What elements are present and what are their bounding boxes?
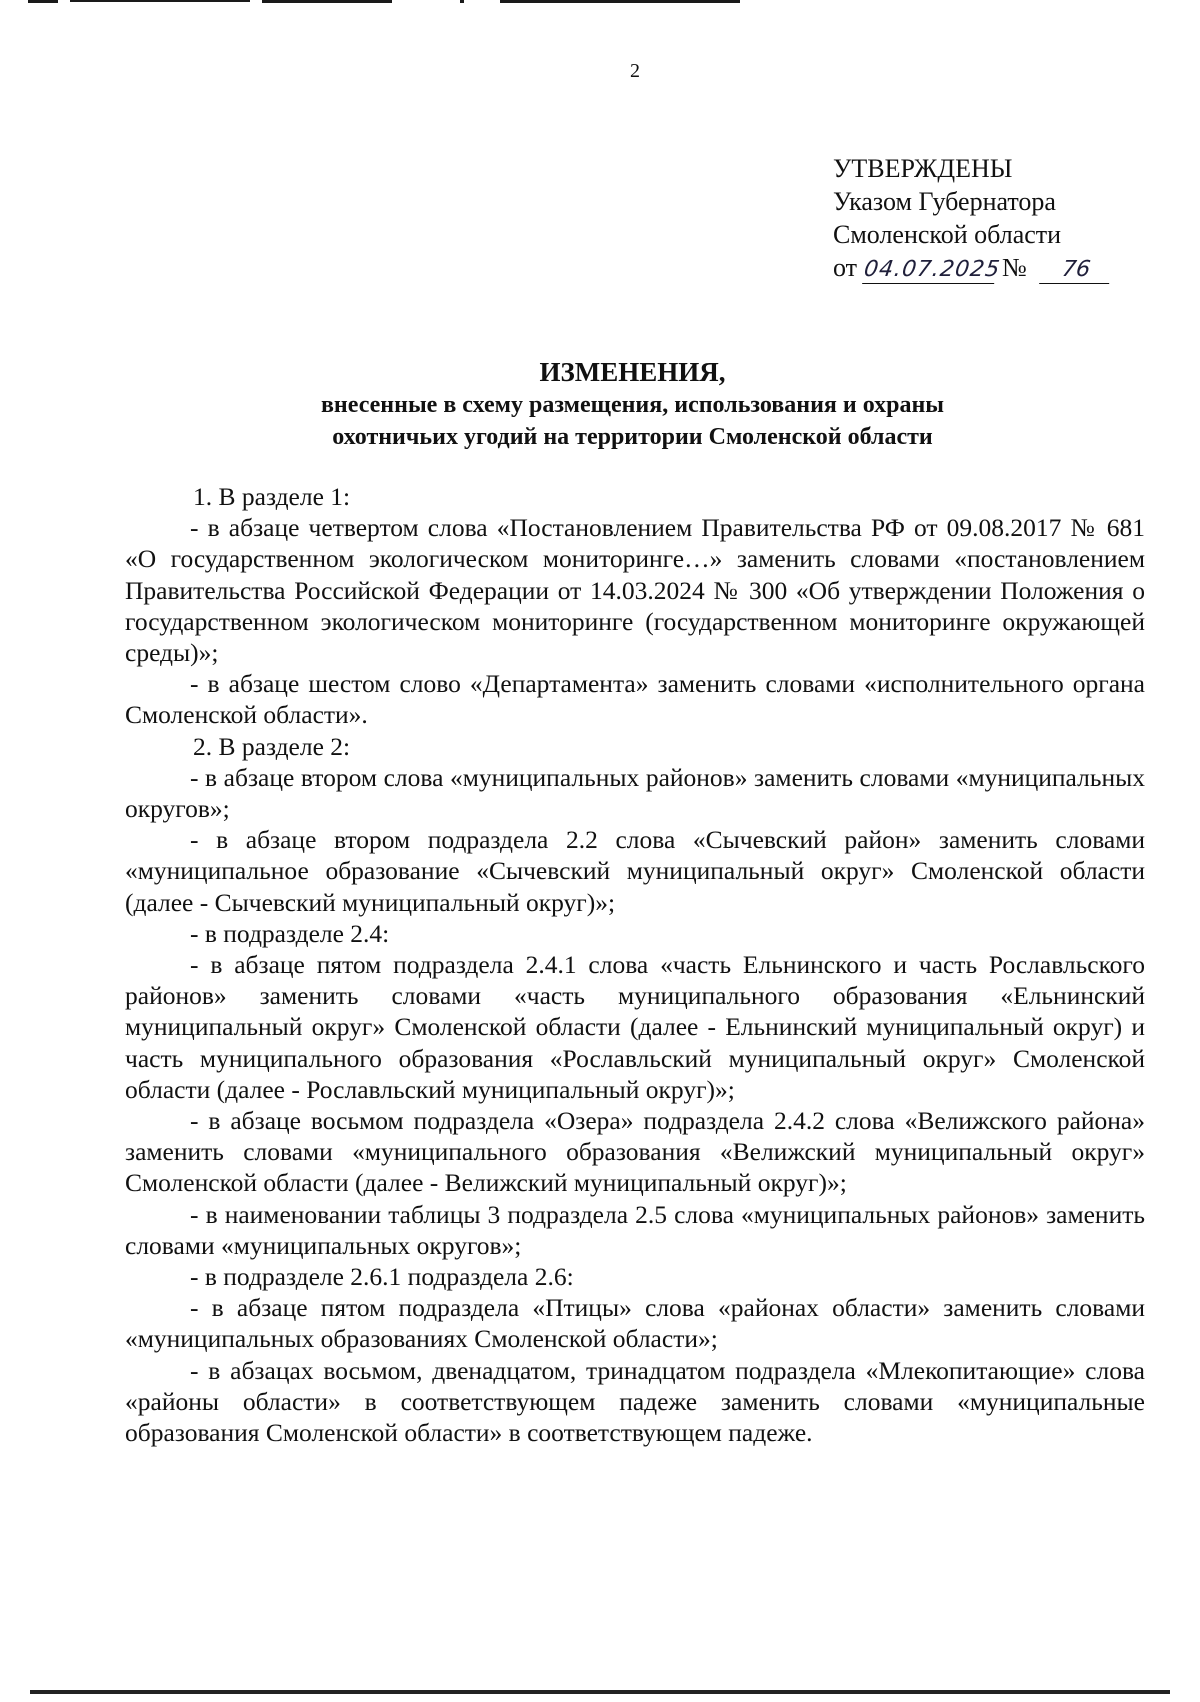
paragraph: - в абзаце четвертом слова «Постановлением Правительства РФ от 09.08.2017 № 681 «О государственном экологическом мониторинге…» заменить словами «постановлением Правительства Российской Федерации от 14.03.2024 № 300 «Об утверждении Положения о государственном экологическом мониторинге (государственном мониторинге окружающей среды)»;: [125, 513, 1145, 668]
page-number: 2: [630, 60, 640, 82]
paragraph: - в абзаце втором слова «муниципальных районов» заменить словами «муниципальных округов»;: [125, 762, 1145, 824]
paragraph: - в наименовании таблицы 3 подраздела 2.5 слова «муниципальных районов» заменить словами «муниципальных округов»;: [125, 1199, 1145, 1260]
section-heading: 1. В разделе 1:: [193, 482, 351, 511]
paragraph: - в абзаце восьмом подраздела «Озера» подраздела 2.4.2 слова «Велижского района» заменить словами «муниципального образования «Велижский муниципальный округ» Смоленской области (далее - Велижский муниципальный округ)»;: [125, 1106, 1145, 1198]
document-body: [125, 481, 1145, 1448]
paragraph: - в абзаце пятом подраздела «Птицы» слова «районах области» заменить словами «муниципальных образованиях Смоленской области»;: [125, 1293, 1145, 1354]
title-main: ИЗМЕНЕНИЯ,: [539, 357, 726, 387]
date-prefix: от: [833, 253, 858, 282]
title-subtitle-line1: внесенные в схему размещения, использования и охраны: [320, 392, 945, 418]
title-subtitle-line2: охотничьих угодий на территории Смоленской области: [332, 424, 933, 450]
approval-date-line: [833, 251, 1111, 284]
paragraph: - в абзаце шестом слово «Департамента» заменить словами «исполнительного органа Смоленской области».: [125, 669, 1145, 730]
handwritten-number: 76: [1039, 257, 1113, 284]
scan-artifact-top: [0, 0, 1200, 6]
paragraph: - в абзаце втором подраздела 2.2 слова «Сычевский район» заменить словами «муниципальное образование «Сычевский муниципальный округ» Смоленской области (далее - Сычевский муниципальный округ)»;: [125, 825, 1145, 917]
paragraph: - в абзаце пятом подраздела 2.4.1 слова «часть Ельнинского и часть Рославльского районов» заменить словами «часть муниципального образования «Ельнинский муниципальный округ» Смоленской области (далее - Ельнинский муниципальный округ) и часть муниципального образования «Рославльский муниципальный округ» Смоленской области (далее - Рославльский муниципальный округ)»;: [125, 950, 1145, 1104]
scan-artifact-bottom: [30, 1690, 1170, 1694]
approval-line3: Смоленской области: [833, 220, 1062, 249]
approval-line2: Указом Губернатора: [833, 187, 1056, 216]
handwritten-date: 04.07.2025: [861, 257, 1002, 282]
paragraph: - в подразделе 2.6.1 подраздела 2.6:: [190, 1262, 574, 1292]
number-sign: №: [1002, 253, 1027, 282]
document-title: [120, 355, 1145, 453]
section-heading: 2. В разделе 2:: [193, 731, 351, 761]
approval-stamp: [833, 152, 1111, 284]
paragraph: - в абзацах восьмом, двенадцатом, тринадцатом подраздела «Млекопитающие» слова «районы области» в соответствующем падеже заменить словами «муниципальные образования Смоленской области» в соответствующем падеже.: [125, 1355, 1145, 1448]
approval-line1: УТВЕРЖДЕНЫ: [833, 154, 1013, 183]
paragraph: - в подразделе 2.4:: [190, 918, 390, 948]
